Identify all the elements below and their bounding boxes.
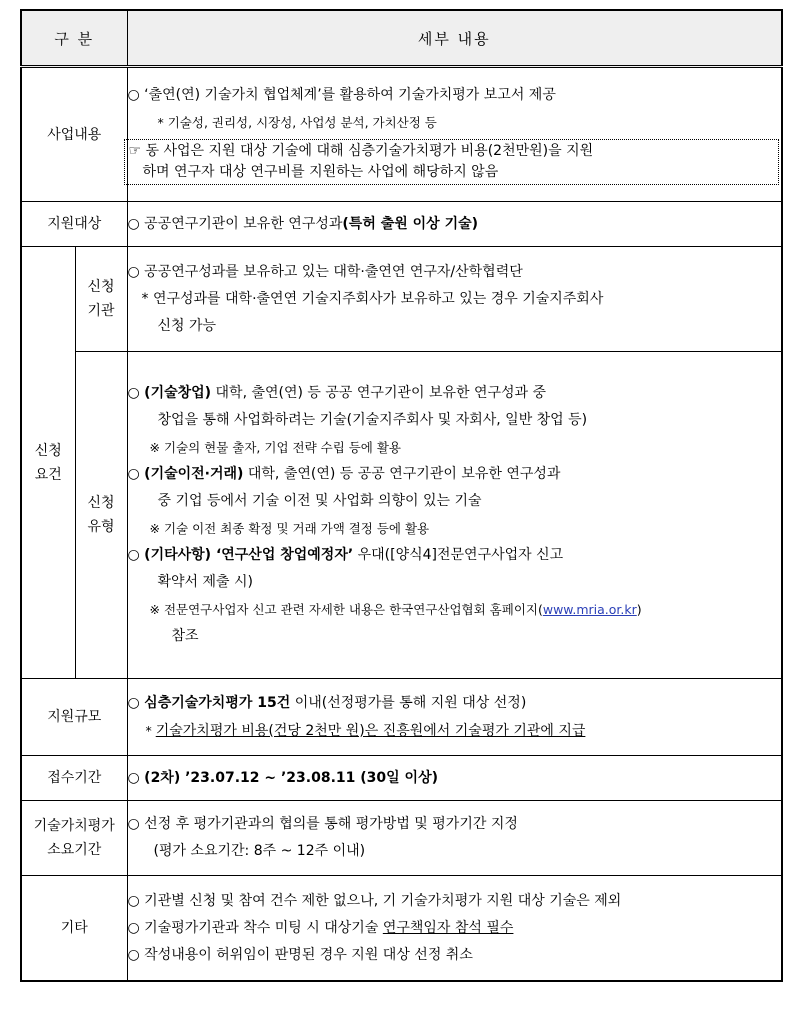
type1-line-2: 창업을 통해 사업화하려는 기술(기술지주회사 및 자회사, 일반 창업 등) xyxy=(157,412,588,428)
type3-bold: (기타사항) ‘연구산업 창업예정자’ xyxy=(144,547,354,563)
row-period xyxy=(21,756,782,801)
etc-line-1: ○ 기관별 신청 및 참여 건수 제한 없으나, 기 기술가치평가 지원 대상 기술은 제외 xyxy=(127,892,622,909)
content-period: ○ (2차) ’23.07.12 ~ ’23.08.11 (30일 이상) xyxy=(127,756,782,801)
content-type: ○ (기술창업) 대학, 출연(연) 등 공공 연구기관이 보유한 연구성과 중 창업을 통해 사업화하려는 기술(기술지주회사 및 자회사, 일반 창업 등) ※ 기술의 현물 출자, 기업 전략 수립 등에 활용 ○ (기술이전·거래) 대학, 출연(연) 등 공공 연구기관이 보유한 연구성과 중 기업 등에서 기술 이전 및 사업화 의향이 있는 기술 ※ 기술 이전 최종 확정 및 거래 가액 결정 등에 활용 ○ (기타사항) ‘연구산업 창업예정자’ 우대([양식4]전문연구사업자 신고 확약서 제출 시) ※ 전문연구사업자 신고 관련 자세한 내용은 한국연구산업협회 홈페이지(www.mria.or.kr) 참조 xyxy=(127,352,782,679)
duration-label-1: 기술가치평가 xyxy=(33,818,115,834)
label-requirements: 신청 요건 xyxy=(21,247,75,679)
scale-bold: 심층기술가치평가 15건 xyxy=(144,695,291,711)
org-line-2: * 연구성과를 대학·출연연 기술지주회사가 보유하고 있는 경우 기술지주회사 xyxy=(141,290,604,307)
support-overview-table xyxy=(20,9,783,982)
type2-note: ※ 기술 이전 최종 확정 및 거래 가액 결정 등에 활용 xyxy=(149,521,430,536)
label-target: 지원대상 xyxy=(21,202,127,247)
content-org xyxy=(127,247,782,352)
row-scale xyxy=(21,679,782,756)
label-business: 사업내용 xyxy=(21,67,127,202)
type3-text: 우대([양식4]전문연구사업자 신고 xyxy=(353,547,564,563)
label-type: 신청 유형 xyxy=(75,352,127,679)
etc-line-3: ○ 작성내용이 허위임이 판명된 경우 지원 대상 선정 취소 xyxy=(127,946,473,963)
type1-bold: (기술창업) xyxy=(144,385,212,401)
row-req-type xyxy=(21,352,782,679)
period-text: (2차) ’23.07.12 ~ ’23.08.11 (30일 이상) xyxy=(144,769,438,786)
row-etc xyxy=(21,876,782,982)
type2-text: 대학, 출연(연) 등 공공 연구기관이 보유한 연구성과 xyxy=(243,466,561,482)
target-bold: (특허 출원 이상 기술) xyxy=(342,215,479,232)
type1-note: ※ 기술의 현물 출자, 기업 전략 수립 등에 활용 xyxy=(149,440,402,455)
business-note-2: 하며 연구자 대상 연구비를 지원하는 사업에 해당하지 않음 xyxy=(142,163,499,180)
etc-line-2-underlined: 연구책임자 참석 필수 xyxy=(382,919,514,936)
label-period: 접수기간 xyxy=(21,756,127,801)
row-req-org xyxy=(21,247,782,352)
business-line-2: * 기술성, 권리성, 시장성, 사업성 분석, 가치산정 등 xyxy=(157,114,437,130)
content-target xyxy=(127,202,782,247)
duration-line-2: (평가 소요기간: 8주 ~ 12주 이내) xyxy=(153,843,366,859)
type3-line-2: 확약서 제출 시) xyxy=(157,574,254,590)
target-text: ○ 공공연구기관이 보유한 연구성과 xyxy=(127,215,343,232)
row-target xyxy=(21,202,782,247)
kria-homepage-link[interactable]: www.mria.or.kr xyxy=(542,602,637,617)
scale-text: 이내(선정평가를 통해 지원 대상 선정) xyxy=(290,695,527,711)
type3-note: ※ 전문연구사업자 신고 관련 자세한 내용은 한국연구산업협회 홈페이지( xyxy=(149,602,543,617)
header-details: 세부 내용 xyxy=(127,10,782,67)
duration-line-1: ○ 선정 후 평가기관과의 협의를 통해 평가방법 및 평가기간 지정 xyxy=(127,816,518,832)
business-note-1: ☞ 동 사업은 지원 대상 기술에 대해 심층기술가치평가 비용(2천만원)을 지원 xyxy=(128,142,594,159)
header-category: 구 분 xyxy=(21,10,127,67)
label-duration xyxy=(21,801,127,876)
type1-text: 대학, 출연(연) 등 공공 연구기관이 보유한 연구성과 중 xyxy=(211,385,547,401)
row-duration xyxy=(21,801,782,876)
content-etc xyxy=(127,876,782,982)
duration-label-2: 소요기간 xyxy=(47,842,102,858)
type2-bold: (기술이전·거래) xyxy=(144,466,244,482)
row-business xyxy=(21,67,782,202)
org-line-1: ○ 공공연구성과를 보유하고 있는 대학·출연연 연구자/산학협력단 xyxy=(127,263,523,280)
org-line-3: 신청 가능 xyxy=(157,317,217,334)
content-duration xyxy=(127,801,782,876)
business-line-1: ○ ‘출연(연) 기술가치 협업체계’를 활용하여 기술가치평가 보고서 제공 xyxy=(127,86,556,103)
type3-note-2: 참조 xyxy=(171,628,199,644)
etc-line-2: ○ 기술평가기관과 착수 미팅 시 대상기술 xyxy=(127,919,383,936)
business-note-box xyxy=(124,139,780,185)
header-row xyxy=(21,10,782,67)
content-business xyxy=(127,67,782,202)
label-scale: 지원규모 xyxy=(21,679,127,756)
content-scale: ○ 심층기술가치평가 15건 이내(선정평가를 통해 지원 대상 선정) * 기술가치평가 비용(건당 2천만 원)은 진흥원에서 기술평가 기관에 지급 xyxy=(127,679,782,756)
label-etc: 기타 xyxy=(21,876,127,982)
scale-sub: 기술가치평가 비용(건당 2천만 원)은 진흥원에서 기술평가 기관에 지급 xyxy=(155,723,586,739)
type2-line-2: 중 기업 등에서 기술 이전 및 사업화 의향이 있는 기술 xyxy=(157,493,482,509)
label-org: 신청 기관 xyxy=(75,247,127,352)
type3-note-end: ) xyxy=(636,602,642,617)
